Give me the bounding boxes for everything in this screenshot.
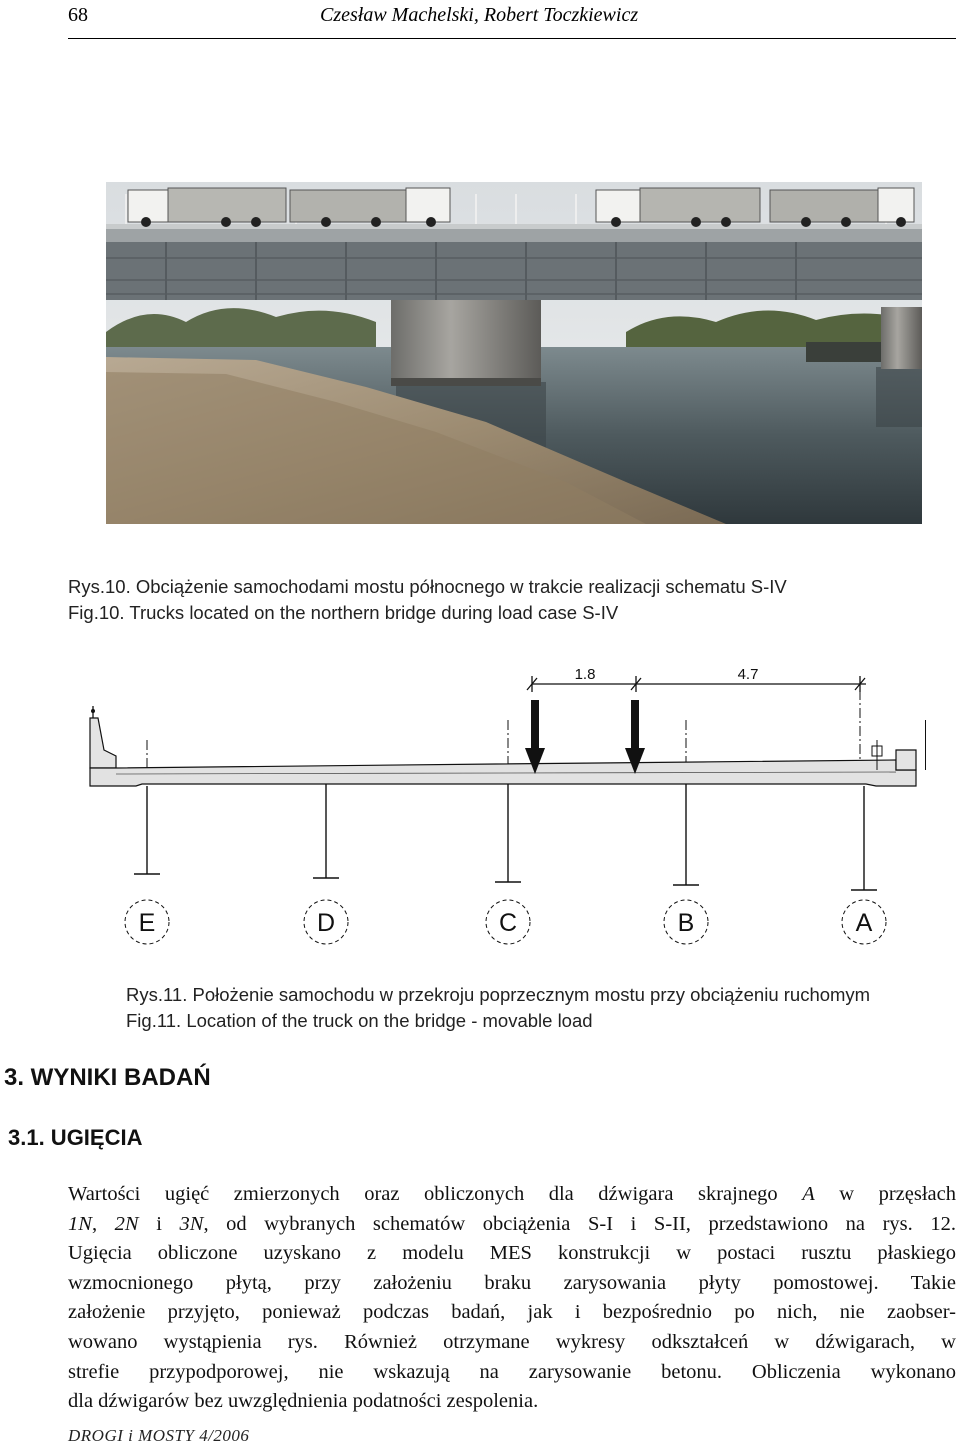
body-line-4: wzmocnionego płytą, przy założeniu braku zarysowania płyty pomostowej. Takie <box>68 1271 956 1294</box>
subsection-title: 3.1. UGIĘCIA <box>8 1125 143 1150</box>
body-line-2: 1N, 2N i 3N, od wybranych schematów obciążenia S-I i S-II, przedstawiono na rys. 12. <box>68 1212 956 1235</box>
girder-label-c: C <box>498 909 518 937</box>
body-paragraph <box>68 1180 956 1417</box>
body-line-6: wowano wystąpienia rys. Również otrzymane wykresy odkształceń w dźwigarach, w <box>68 1330 956 1353</box>
body-line-1: Wartości ugięć zmierzonych oraz obliczonych dla dźwigara skrajnego A w przęsłach <box>68 1183 956 1205</box>
figure11-caption-pl: Rys.11. Położenie samochodu w przekroju poprzecznym mostu przy obciążeniu ruchomym <box>126 984 871 1005</box>
cross-section-diagram <box>76 660 926 950</box>
body-line-8: dla dźwigarów bez uwzględnienia podatności zespolenia. <box>68 1390 539 1413</box>
page-header <box>68 0 956 39</box>
girder-label-b: B <box>677 909 695 937</box>
figure10-caption-en: Fig.10. Trucks located on the northern bridge during load case S-IV <box>68 602 619 623</box>
girder-label-d: D <box>316 909 336 937</box>
section-title: 3. WYNIKI BADAŃ <box>4 1064 211 1091</box>
footer-journal: DROGI i MOSTY 4/2006 <box>68 1426 250 1445</box>
girder-label-e: E <box>138 909 156 937</box>
body-line-3: Ugięcia obliczone uzyskano z modelu MES konstrukcji w postaci rusztu płaskiego <box>68 1242 956 1265</box>
figure11-caption-en: Fig.11. Location of the truck on the bridge - movable load <box>126 1010 593 1031</box>
body-line-5: założenie przyjęto, ponieważ podczas badań, jak i bezpośrednio po nich, nie zaobser- <box>68 1301 956 1324</box>
right-parapet <box>896 750 916 770</box>
dimension-4-7: 4.7 <box>737 666 759 683</box>
body-line-7: strefie przypodporowej, nie wskazują na zarysowanie betonu. Obliczenia wykonano <box>68 1360 956 1383</box>
figure10-caption-pl: Rys.10. Obciążenie samochodami mostu północnego w trakcie realizacji schematu S-IV <box>68 576 787 597</box>
bridge-photo <box>106 182 922 524</box>
running-title: Czesław Machelski, Robert Toczkiewicz <box>320 4 639 26</box>
dimension-1-8: 1.8 <box>574 666 596 683</box>
page-number: 68 <box>68 4 88 26</box>
left-parapet <box>90 718 116 768</box>
girder-label-a: A <box>855 909 873 937</box>
load-arrow-1 <box>525 700 545 774</box>
